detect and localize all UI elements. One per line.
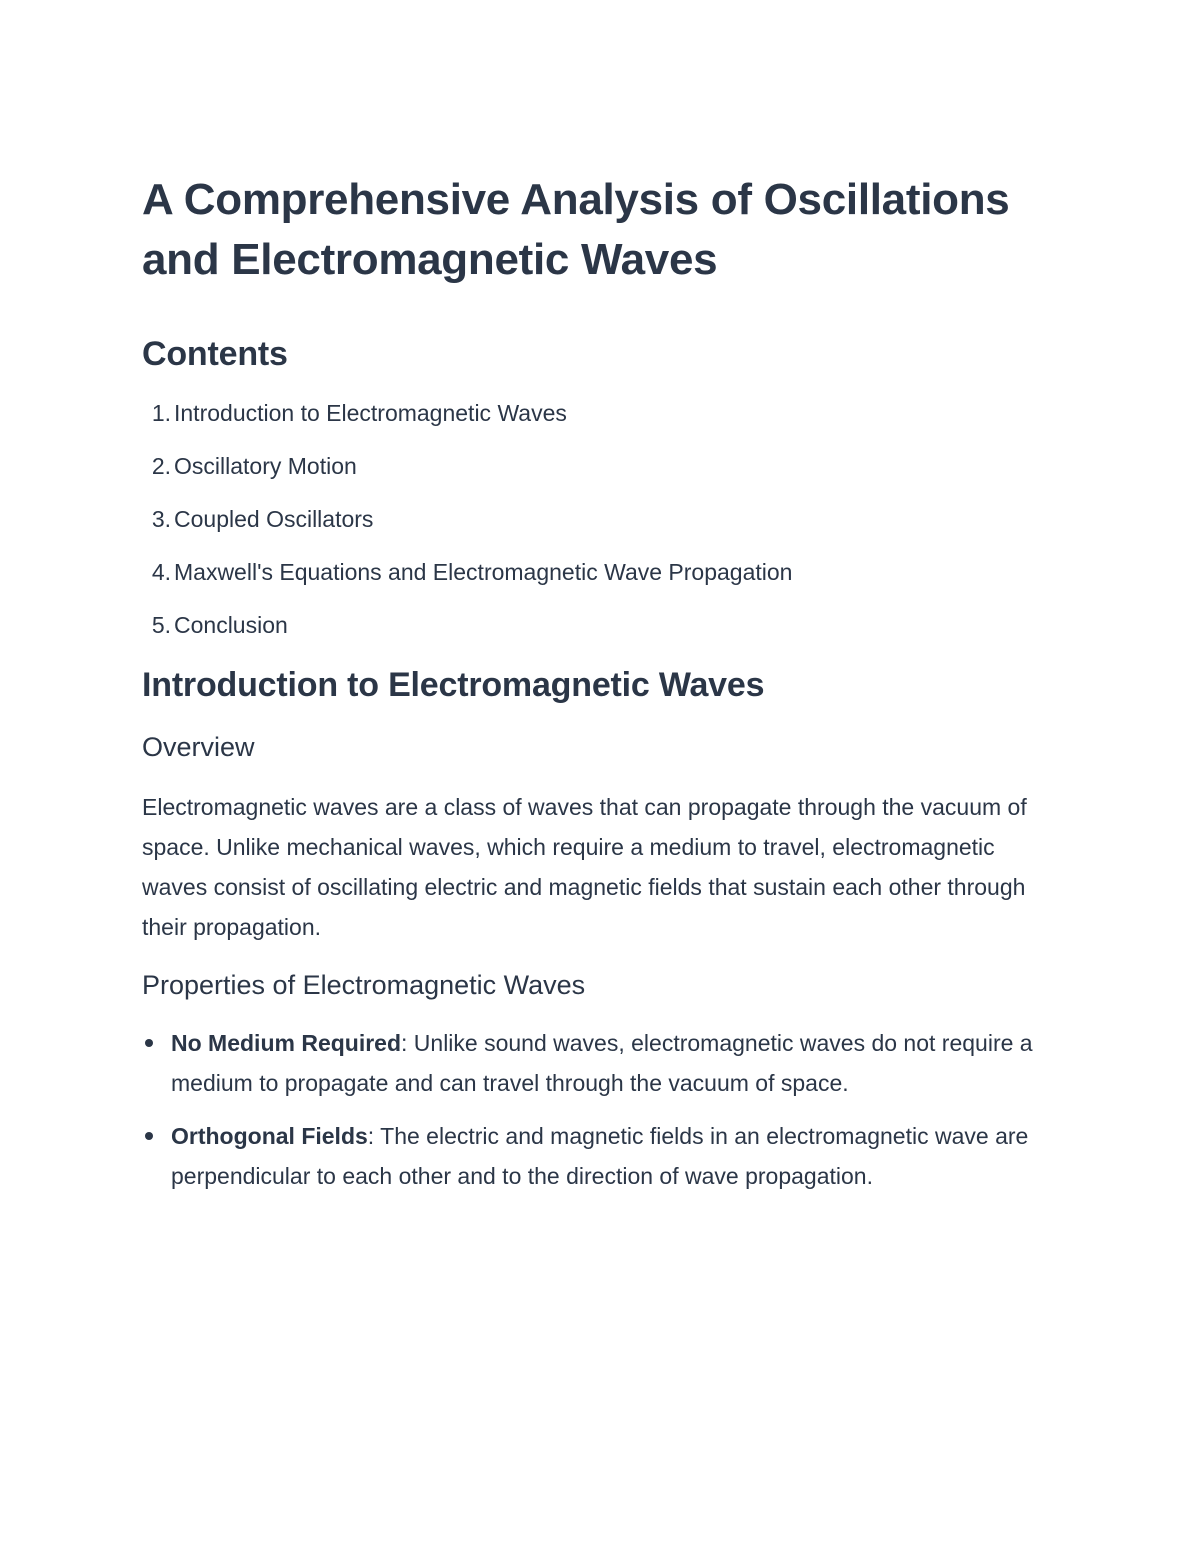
toc-label: Oscillatory Motion	[174, 453, 357, 479]
toc-number: 5 .	[142, 610, 171, 640]
toc-label: Introduction to Electromagnetic Waves	[174, 400, 567, 426]
property-term: Orthogonal Fields	[171, 1123, 368, 1149]
property-separator: :	[367, 1123, 375, 1149]
toc-item-introduction[interactable]	[142, 398, 1062, 428]
table-of-contents	[142, 398, 1062, 640]
toc-label: Conclusion	[174, 612, 288, 638]
property-text: The electric and magnetic fields in an electromagnetic wave are perpendicular to each other and to the direction of wave propagation.	[171, 1123, 1029, 1189]
toc-number: 4 .	[142, 557, 171, 587]
toc-label: Coupled Oscillators	[174, 506, 374, 532]
toc-item-coupled-oscillators[interactable]	[142, 504, 1062, 534]
properties-list	[142, 1023, 1062, 1196]
toc-item-oscillatory-motion[interactable]	[142, 451, 1062, 481]
subsection-heading-properties: Properties of Electromagnetic Waves	[142, 970, 586, 1000]
document-page	[142, 170, 1062, 1209]
subsection-heading-overview: Overview	[142, 732, 255, 762]
section-heading-introduction: Introduction to Electromagnetic Waves	[142, 666, 765, 704]
toc-item-conclusion[interactable]	[142, 610, 1062, 640]
toc-number: 1 .	[142, 398, 171, 428]
toc-number: 2 .	[142, 451, 171, 481]
property-text: Unlike sound waves, electromagnetic waves do not require a medium to propagate and can travel through the vacuum of space.	[171, 1030, 1033, 1096]
list-item	[142, 1023, 1051, 1103]
document-title: A Comprehensive Analysis of Oscillations and Electromagnetic Waves	[142, 175, 1010, 284]
toc-label: Maxwell's Equations and Electromagnetic Wave Propagation	[174, 559, 793, 585]
toc-number: 3 .	[142, 504, 171, 534]
bullet-icon	[145, 1132, 153, 1140]
list-item	[142, 1116, 1051, 1196]
property-term: No Medium Required	[171, 1030, 402, 1056]
overview-paragraph: Electromagnetic waves are a class of waves that can propagate through the vacuum of space. Unlike mechanical waves, which require a medium to travel, electromagnetic waves consist of oscillating electric and magnetic fields that sustain each other through their propagation.	[142, 794, 1027, 940]
toc-item-maxwells-equations[interactable]	[142, 557, 1062, 587]
property-separator: :	[401, 1030, 408, 1056]
contents-heading: Contents	[142, 335, 288, 373]
bullet-icon	[145, 1039, 153, 1047]
